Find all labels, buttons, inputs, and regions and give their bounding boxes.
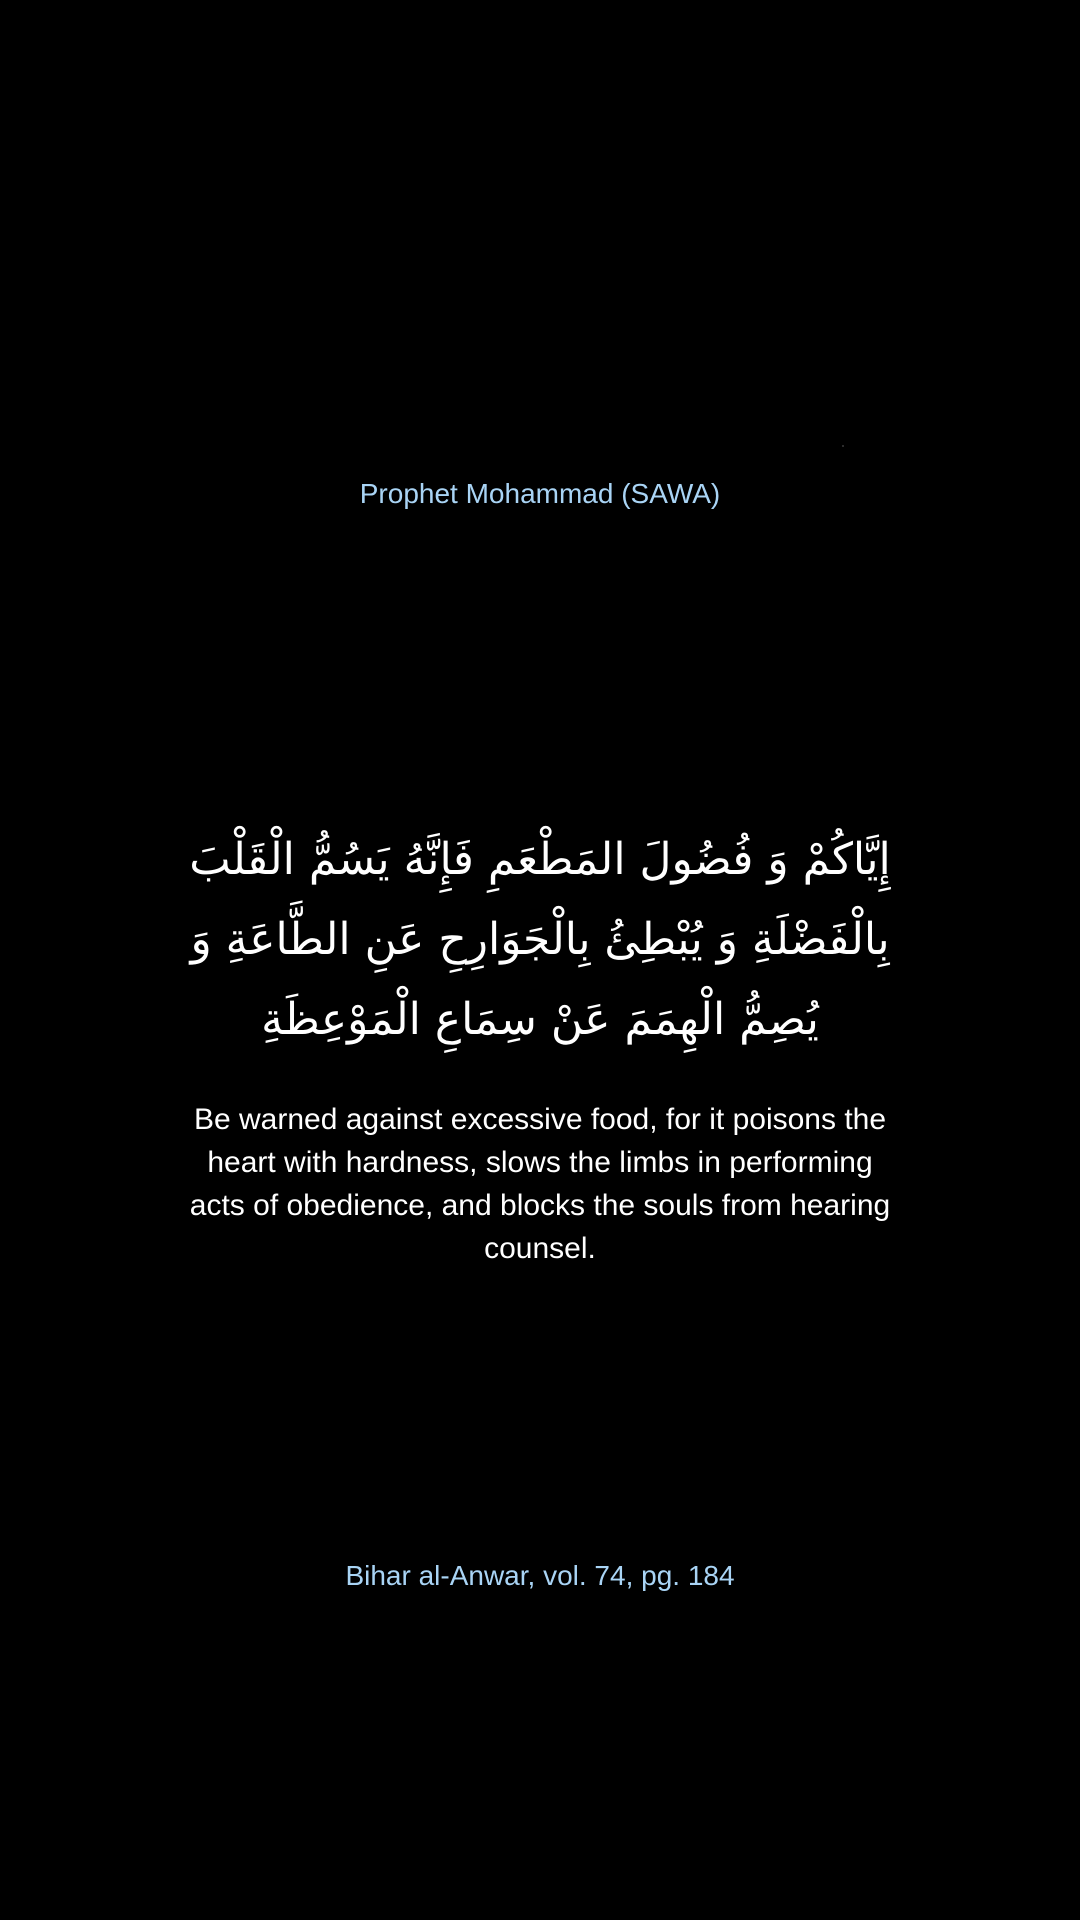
attribution-label: Prophet Mohammad (SAWA) xyxy=(359,478,721,509)
decorative-speck xyxy=(842,445,844,447)
source-citation: Bihar al-Anwar, vol. 74, pg. 184 xyxy=(345,1560,735,1591)
arabic-quote: إِيَّاكُمْ وَ فُضُولَ المَطْعَمِ فَإِنَّهُ يَسُمُّ الْقَلْبَ بِالْفَضْلَةِ وَ يُبْطِئُ بِالْجَوَارِحِ عَنِ الطَّاعَةِ وَ يُصِمُّ الْهِمَمَ عَنْ سِمَاعِ الْمَوْعِظَةِ xyxy=(189,834,891,1045)
english-translation: Be warned against excessive food, for it poisons the heart with hardness, slows the limbs in performing acts of obedience, and blocks the souls from hearing counsel. xyxy=(189,1103,891,1265)
